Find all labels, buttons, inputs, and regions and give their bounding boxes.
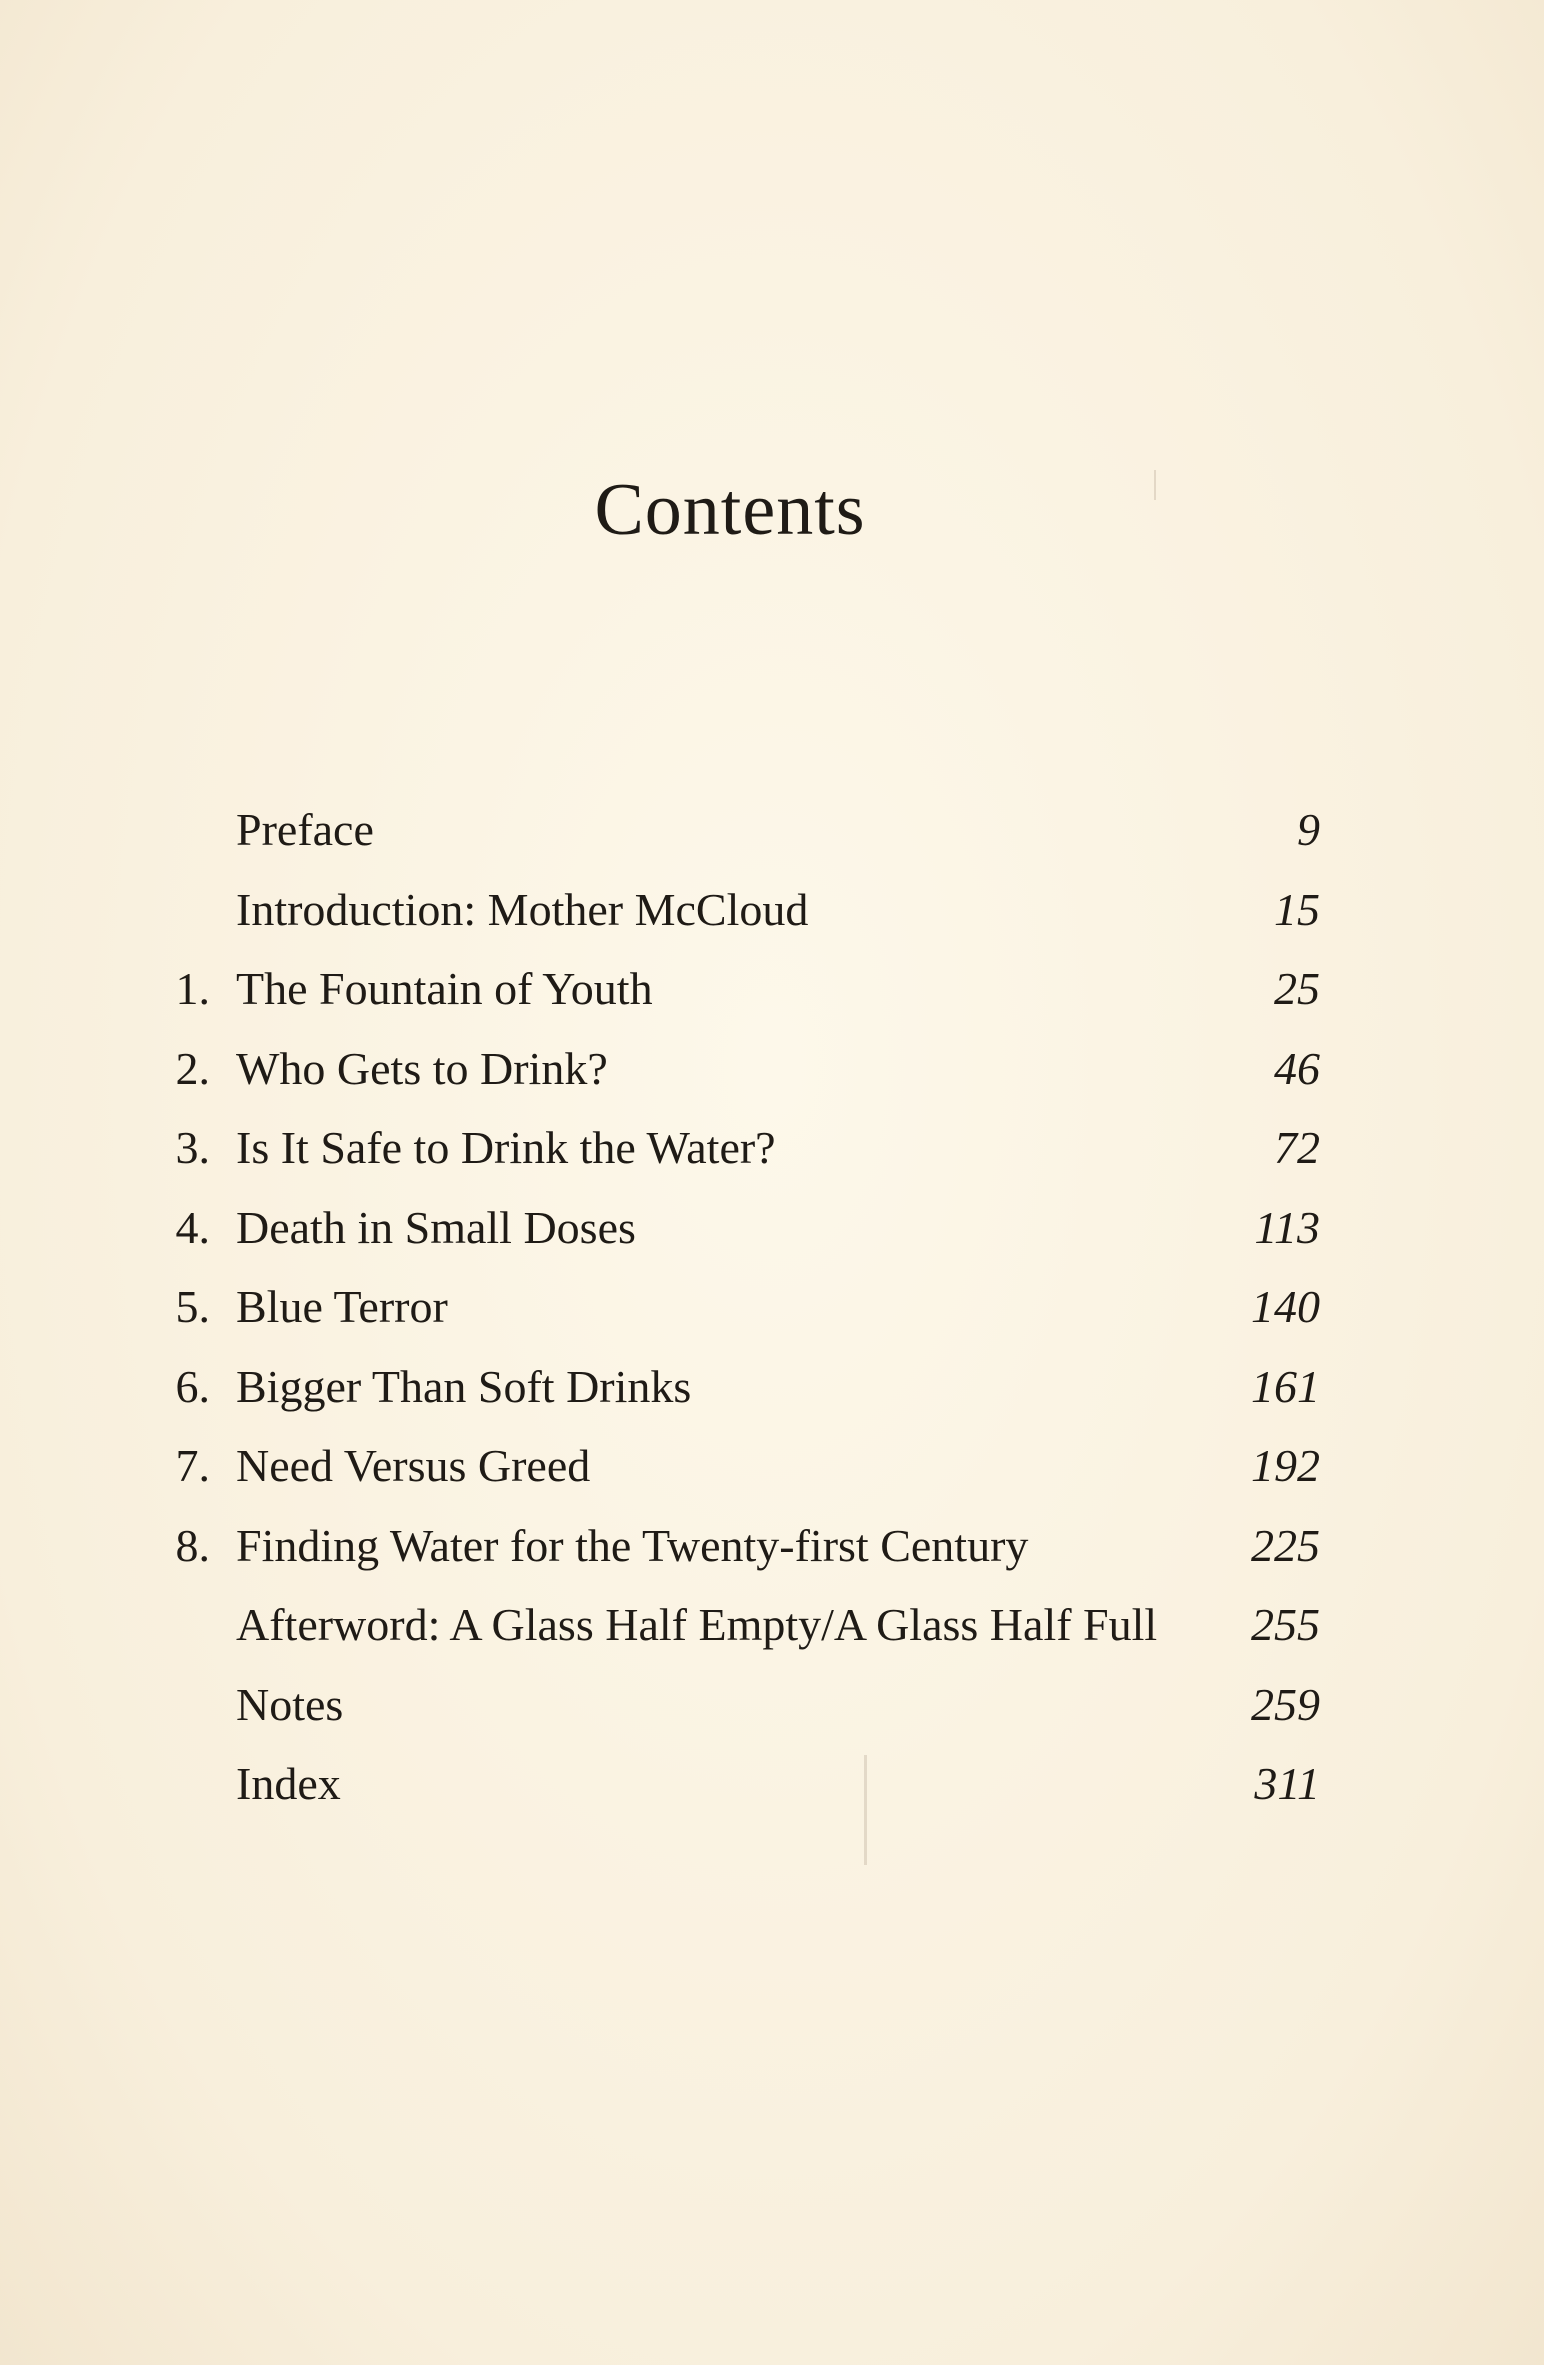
paper-speck-mark: [1154, 470, 1156, 500]
toc-entry-title: Bigger Than Soft Drinks: [236, 1360, 692, 1412]
toc-entry-page: 46: [1274, 1042, 1320, 1094]
toc-entry-chapter-6: [150, 1347, 1320, 1427]
toc-entry-chapter-4: [150, 1188, 1320, 1268]
toc-entry-chapter-8: [150, 1506, 1320, 1586]
table-of-contents: [150, 790, 1320, 1824]
toc-entry-title: Blue Terror: [236, 1281, 448, 1332]
toc-entry-number: 6.: [175, 1360, 210, 1412]
toc-entry-page: 225: [1251, 1519, 1320, 1571]
toc-entry-page: 192: [1251, 1440, 1320, 1491]
toc-entry-page: 15: [1274, 883, 1320, 935]
toc-entry-title: Preface: [236, 804, 374, 855]
toc-entry-chapter-2: [150, 1029, 1320, 1109]
toc-entry-afterword: [150, 1585, 1320, 1665]
toc-entry-notes: [150, 1665, 1320, 1745]
toc-entry-page: 72: [1274, 1122, 1320, 1173]
page-title: Contents: [594, 469, 866, 551]
toc-entry-page: 25: [1274, 963, 1320, 1014]
toc-entry-title: Notes: [236, 1678, 344, 1730]
toc-entry-page: 113: [1254, 1201, 1320, 1253]
toc-entry-title: Who Gets to Drink?: [236, 1042, 608, 1094]
toc-entry-chapter-5: [150, 1267, 1320, 1347]
toc-entry-chapter-3: [150, 1108, 1320, 1188]
toc-entry-number: 2.: [175, 1042, 210, 1094]
toc-entry-number: 7.: [175, 1440, 210, 1491]
toc-entry-number: 4.: [175, 1201, 210, 1253]
toc-entry-preface: [150, 790, 1320, 870]
toc-entry-page: 140: [1251, 1281, 1320, 1332]
toc-entry-title: Is It Safe to Drink the Water?: [236, 1122, 776, 1173]
paper-scratch-mark: [864, 1755, 867, 1865]
toc-entry-page: 311: [1254, 1758, 1320, 1809]
toc-entry-number: 1.: [175, 963, 210, 1014]
toc-entry-page: 9: [1297, 804, 1320, 855]
toc-entry-title: Death in Small Doses: [236, 1201, 636, 1253]
toc-entry-chapter-1: [150, 949, 1320, 1029]
toc-entry-title: Introduction: Mother McCloud: [236, 883, 809, 935]
toc-entry-title: Need Versus Greed: [236, 1440, 591, 1491]
toc-entry-title: The Fountain of Youth: [236, 963, 653, 1014]
toc-entry-chapter-7: [150, 1426, 1320, 1506]
toc-entry-number: 5.: [175, 1281, 210, 1332]
toc-entry-title: Afterword: A Glass Half Empty/A Glass Half Full: [236, 1599, 1158, 1650]
toc-entry-page: 161: [1251, 1360, 1320, 1412]
toc-entry-introduction: [150, 870, 1320, 950]
toc-entry-number: 3.: [175, 1122, 210, 1173]
toc-entry-number: 8.: [175, 1519, 210, 1571]
toc-entry-page: 259: [1251, 1678, 1320, 1730]
toc-entry-title: Index: [236, 1758, 341, 1809]
toc-entry-page: 255: [1251, 1599, 1320, 1650]
toc-entry-index: [150, 1744, 1320, 1824]
toc-entry-title: Finding Water for the Twenty-first Century: [236, 1519, 1029, 1571]
